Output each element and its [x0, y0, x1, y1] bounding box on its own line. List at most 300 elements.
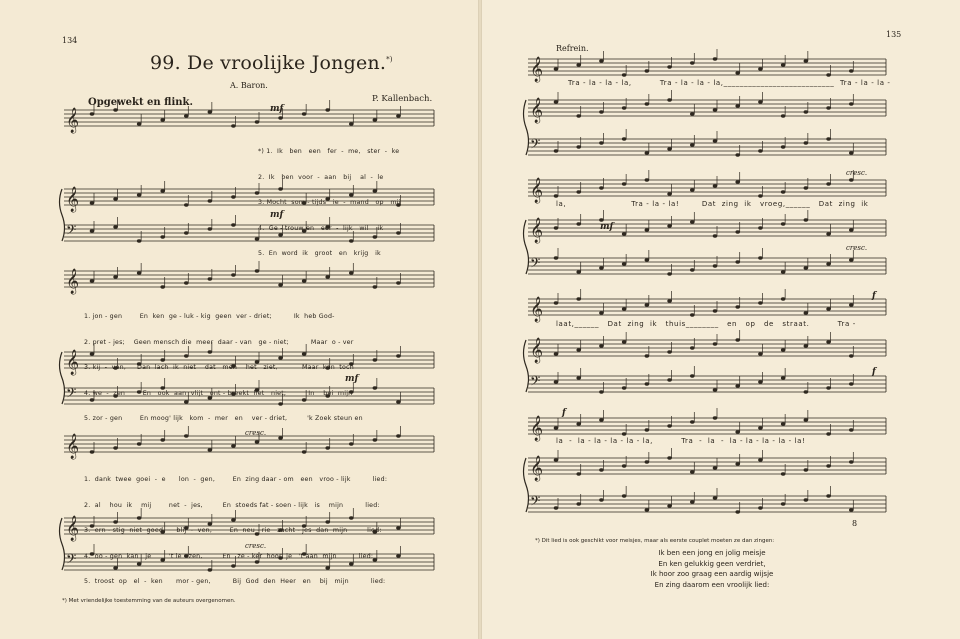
- note-head: [599, 344, 604, 347]
- note-head: [576, 270, 581, 273]
- note-head: [826, 73, 831, 76]
- note-head: [804, 266, 809, 269]
- note-head: [255, 120, 260, 123]
- note-head: [554, 67, 559, 70]
- right-system-4-staff-2: [528, 458, 886, 474]
- note-head: [849, 178, 854, 181]
- page-number-right: 135: [886, 30, 902, 39]
- note-head: [554, 352, 559, 355]
- verse-line: 2. pret - jes; Geen mensch die meer daar - van ge - niet; Maar o - ver: [84, 338, 354, 346]
- note-head: [826, 340, 831, 343]
- note-head: [645, 178, 650, 181]
- bass-clef-icon: 𝄢: [66, 222, 77, 241]
- note-head: [804, 311, 809, 314]
- note-head: [255, 269, 260, 272]
- treble-clef-icon: 𝄞: [66, 516, 80, 541]
- note-head: [713, 416, 718, 419]
- note-head: [90, 229, 95, 232]
- note-head: [554, 226, 559, 229]
- dynamic-cresc-right-2: cresc.: [846, 244, 868, 252]
- note-head: [713, 388, 718, 391]
- treble-clef-icon: 𝄞: [66, 108, 80, 133]
- bass-clef-icon: 𝄢: [530, 373, 541, 392]
- note-head: [255, 440, 260, 443]
- note-head: [554, 426, 559, 429]
- note-head: [645, 508, 650, 511]
- note-head: [826, 232, 831, 235]
- note-head: [554, 506, 559, 509]
- right-system-4-staff-3: [528, 496, 886, 512]
- note-head: [758, 149, 763, 152]
- note-head: [826, 494, 831, 497]
- lyricist: A. Baron.: [230, 81, 268, 90]
- note-head: [667, 98, 672, 101]
- note-head: [184, 114, 189, 117]
- note-head: [599, 110, 604, 113]
- note-head: [781, 297, 786, 300]
- note-head: [137, 271, 142, 274]
- dynamic-mf-2: mf: [270, 210, 284, 220]
- bass-clef-icon: 𝄢: [530, 136, 541, 155]
- note-head: [781, 502, 786, 505]
- brace: [524, 100, 529, 155]
- footnote-left: *) Met vriendelijke toestemming van de auteurs overgenomen.: [62, 598, 236, 604]
- note-head: [302, 450, 307, 453]
- note-head: [622, 182, 627, 185]
- note-head: [184, 203, 189, 206]
- note-head: [160, 235, 165, 238]
- note-head: [90, 279, 95, 282]
- note-head: [576, 190, 581, 193]
- treble-clef-icon: 𝄞: [66, 269, 80, 294]
- note-head: [622, 137, 627, 140]
- note-head: [713, 57, 718, 60]
- verse-line: 4. Ge - trouw en eer - lijk wil ik: [258, 224, 384, 232]
- note-head: [208, 227, 213, 230]
- verse-block-3: [84, 459, 387, 595]
- verse-line: 5. zor - gen En moog' lijk kom - mer en ver - driet, 'k Zoek steun en: [84, 415, 363, 422]
- note-head: [599, 266, 604, 269]
- right-system-1-staff-2: [528, 100, 886, 116]
- note-head: [554, 256, 559, 259]
- note-head: [231, 124, 236, 127]
- note-head: [113, 225, 118, 228]
- title-footnote-mark: *): [386, 55, 393, 64]
- note-head: [325, 446, 330, 449]
- note-head: [349, 271, 354, 274]
- note-head: [645, 69, 650, 72]
- ottava-mark: 8: [852, 519, 858, 528]
- note-head: [735, 104, 740, 107]
- note-head: [396, 281, 401, 284]
- brace: [524, 458, 529, 512]
- poem-line: Ik ben een jong en jolig meisje: [658, 549, 766, 557]
- right-system-3-staff-2: [528, 340, 886, 356]
- note-head: [576, 145, 581, 148]
- note-head: [622, 232, 627, 235]
- note-head: [90, 112, 95, 115]
- note-head: [735, 230, 740, 233]
- verse-line: 3. kij - ven, Dan lach ik niet dat men het ziet, Maar kan toch: [84, 364, 354, 371]
- note-head: [576, 114, 581, 117]
- note-head: [184, 231, 189, 234]
- verse-block-1: [258, 131, 401, 267]
- note-head: [137, 239, 142, 242]
- dynamic-mf-3: mf: [345, 374, 359, 384]
- note-head: [396, 526, 401, 529]
- note-head: [849, 382, 854, 385]
- note-head: [231, 444, 236, 447]
- note-head: [622, 494, 627, 497]
- note-head: [554, 100, 559, 103]
- treble-clef-icon: 𝄞: [530, 98, 544, 123]
- note-head: [278, 116, 283, 119]
- brace: [60, 518, 65, 570]
- note-head: [690, 374, 695, 377]
- note-head: [758, 67, 763, 70]
- note-head: [826, 262, 831, 265]
- note-head: [554, 149, 559, 152]
- note-head: [137, 442, 142, 445]
- note-head: [599, 186, 604, 189]
- refrain-lyrics-1: Tra - la - la - la, Tra - la - la - la,___________________________ Tra - la - la -: [568, 79, 891, 87]
- note-head: [231, 195, 236, 198]
- note-head: [302, 112, 307, 115]
- verse-line: 5. En word ik groot en krijg ik: [258, 250, 381, 257]
- left-system-2-staff-1: [64, 271, 434, 287]
- treble-clef-icon: 𝄞: [530, 178, 544, 203]
- bass-clef-icon: 𝄢: [66, 551, 77, 570]
- note-head: [849, 303, 854, 306]
- note-head: [622, 386, 627, 389]
- treble-clef-icon: 𝄞: [530, 416, 544, 441]
- note-head: [758, 458, 763, 461]
- right-system-3-staff-3: [528, 376, 886, 392]
- note-head: [622, 464, 627, 467]
- note-head: [554, 458, 559, 461]
- note-head: [758, 352, 763, 355]
- note-head: [735, 338, 740, 341]
- note-head: [690, 188, 695, 191]
- note-head: [758, 506, 763, 509]
- note-head: [735, 462, 740, 465]
- note-head: [735, 305, 740, 308]
- right-system-2-staff-3: [528, 258, 886, 274]
- note-head: [160, 118, 165, 121]
- note-head: [622, 340, 627, 343]
- note-head: [781, 114, 786, 117]
- note-head: [781, 222, 786, 225]
- note-head: [735, 510, 740, 513]
- song-title-text: 99. De vroolijke Jongen.: [150, 52, 387, 74]
- note-head: [758, 256, 763, 259]
- note-head: [622, 432, 627, 435]
- note-head: [690, 220, 695, 223]
- dynamic-mf-right: mf: [600, 222, 614, 232]
- note-head: [735, 260, 740, 263]
- note-head: [137, 122, 142, 125]
- composer: P. Kallenbach.: [372, 94, 433, 104]
- note-head: [396, 554, 401, 557]
- note-head: [690, 470, 695, 473]
- note-head: [690, 112, 695, 115]
- note-head: [713, 234, 718, 237]
- note-head: [849, 102, 854, 105]
- footnote-right: *) Dit lied is ook geschikt voor meisjes, maar als eerste couplet moeten ze dan zingen:: [535, 538, 775, 544]
- verse-line: 4. oo - gen kan je 't le - zen, En ze - ker hoor je 't aan mijn lied:: [84, 552, 374, 560]
- note-head: [713, 466, 718, 469]
- note-head: [667, 272, 672, 275]
- verse-block-2: [84, 296, 363, 432]
- note-head: [599, 311, 604, 314]
- right-system-4-staff-1: [528, 418, 886, 434]
- note-head: [208, 110, 213, 113]
- poem-line: Ik hoor zoo graag een aardig wijsje: [650, 570, 774, 578]
- note-head: [645, 258, 650, 261]
- note-head: [735, 180, 740, 183]
- note-head: [849, 69, 854, 72]
- note-head: [576, 222, 581, 225]
- note-head: [576, 297, 581, 300]
- bass-clef-icon: 𝄢: [530, 255, 541, 274]
- note-head: [758, 194, 763, 197]
- note-head: [622, 106, 627, 109]
- note-head: [599, 418, 604, 421]
- note-head: [90, 450, 95, 453]
- left-system-3-staff-1: [64, 436, 434, 452]
- treble-clef-icon: 𝄞: [530, 456, 544, 481]
- note-head: [208, 277, 213, 280]
- poem-line: En zing daarom een vroolijk lied:: [654, 580, 770, 589]
- bass-clef-icon: 𝄢: [530, 493, 541, 512]
- note-head: [804, 141, 809, 144]
- verse-line: 3. Mocht som - tijds ie - mand op mij: [258, 199, 401, 206]
- note-head: [826, 182, 831, 185]
- verse-line: 2. Ik ben voor - aan bij al - le: [258, 173, 384, 181]
- note-head: [645, 354, 650, 357]
- brace: [524, 340, 529, 392]
- note-head: [804, 186, 809, 189]
- verse-line: 1. jon - gen En ken ge - luk - kig geen ver - driet; Ik heb God-: [84, 313, 335, 320]
- note-head: [667, 350, 672, 353]
- note-head: [373, 358, 378, 361]
- note-head: [137, 193, 142, 196]
- note-head: [667, 224, 672, 227]
- note-head: [645, 151, 650, 154]
- note-head: [599, 390, 604, 393]
- tempo-marking: Opgewekt en flink.: [88, 97, 193, 108]
- note-head: [667, 424, 672, 427]
- note-head: [667, 504, 672, 507]
- note-head: [599, 141, 604, 144]
- poem-line: En ken gelukkig geen verdriet,: [658, 559, 766, 568]
- verse-line: 5. troost op el - ken mor - gen, Bij God den Heer en bij mijn lied:: [84, 578, 386, 585]
- note-head: [278, 283, 283, 286]
- verse-line: 4. we - zen En ook aan vlijt ont - breekt het niet; In bei mijn: [84, 389, 353, 397]
- treble-clef-icon: 𝄞: [530, 297, 544, 322]
- note-head: [113, 446, 118, 449]
- note-head: [804, 218, 809, 221]
- dynamic-f-right-2: f: [872, 367, 876, 377]
- note-head: [667, 147, 672, 150]
- note-head: [113, 197, 118, 200]
- refrain-lyrics-3: laat,______ Dat zing ik thuis________ en op de straat. Tra -: [556, 320, 856, 328]
- note-head: [90, 201, 95, 204]
- note-head: [758, 426, 763, 429]
- note-head: [208, 199, 213, 202]
- verse-line: 1. dank twee goei - e lon - gen, En zing daar - om een vroo - lijk lied:: [84, 476, 388, 483]
- verse-line: 2. al hou ik mij net - jes, En stoeds fat - soen - lijk is mijn lied:: [84, 501, 380, 509]
- note-head: [554, 194, 559, 197]
- right-system-1-staff-1: [528, 59, 886, 75]
- treble-clef-icon: 𝄞: [66, 187, 80, 212]
- note-head: [849, 428, 854, 431]
- note-head: [804, 498, 809, 501]
- note-head: [554, 380, 559, 383]
- note-head: [645, 303, 650, 306]
- note-head: [713, 309, 718, 312]
- note-head: [160, 189, 165, 192]
- note-head: [645, 102, 650, 105]
- note-head: [184, 434, 189, 437]
- note-head: [645, 382, 650, 385]
- note-head: [599, 498, 604, 501]
- note-head: [781, 145, 786, 148]
- note-head: [690, 268, 695, 271]
- note-head: [758, 100, 763, 103]
- right-system-2-staff-1: [528, 180, 886, 196]
- note-head: [645, 228, 650, 231]
- verse-line: 3. ern - stig niet goed blij - ven, En neu - rie zacht - jes dan mijn lied:: [84, 527, 382, 534]
- note-head: [622, 262, 627, 265]
- note-head: [373, 285, 378, 288]
- note-head: [826, 307, 831, 310]
- note-head: [804, 468, 809, 471]
- note-head: [690, 143, 695, 146]
- note-head: [826, 137, 831, 140]
- treble-clef-icon: 𝄞: [66, 434, 80, 459]
- note-head: [396, 114, 401, 117]
- note-head: [373, 386, 378, 389]
- note-head: [690, 61, 695, 64]
- note-head: [690, 346, 695, 349]
- note-head: [396, 434, 401, 437]
- note-head: [735, 71, 740, 74]
- note-head: [576, 376, 581, 379]
- note-head: [231, 273, 236, 276]
- right-system-2-staff-2: [528, 220, 886, 236]
- note-head: [781, 63, 786, 66]
- note-head: [576, 422, 581, 425]
- note-head: [667, 456, 672, 459]
- note-head: [804, 390, 809, 393]
- note-head: [576, 63, 581, 66]
- note-head: [849, 151, 854, 154]
- refrain-lyrics-2: la, Tra - la - la! Dat zing ik vroeg,______ Dat zing ik: [556, 200, 869, 208]
- dynamic-cresc-right-1: cresc.: [846, 169, 868, 177]
- treble-clef-icon: 𝄞: [530, 218, 544, 243]
- note-head: [667, 378, 672, 381]
- brace: [524, 220, 529, 274]
- note-head: [849, 508, 854, 511]
- note-head: [758, 226, 763, 229]
- refrain-label: Refrein.: [556, 44, 589, 53]
- treble-clef-icon: 𝄞: [66, 350, 80, 375]
- note-head: [735, 430, 740, 433]
- note-head: [849, 460, 854, 463]
- note-head: [804, 418, 809, 421]
- note-head: [849, 258, 854, 261]
- note-head: [113, 275, 118, 278]
- note-head: [826, 432, 831, 435]
- song-title: [150, 52, 393, 74]
- alternate-verse: [612, 548, 812, 590]
- treble-clef-icon: 𝄞: [530, 57, 544, 82]
- note-head: [713, 184, 718, 187]
- note-head: [804, 344, 809, 347]
- note-head: [373, 438, 378, 441]
- treble-clef-icon: 𝄞: [530, 338, 544, 363]
- note-head: [781, 376, 786, 379]
- note-head: [781, 270, 786, 273]
- left-system-1-staff-1: [64, 110, 434, 126]
- note-head: [713, 108, 718, 111]
- note-head: [849, 228, 854, 231]
- note-head: [396, 400, 401, 403]
- page-number-left: 134: [62, 36, 78, 45]
- note-head: [231, 223, 236, 226]
- note-head: [302, 279, 307, 282]
- dynamic-cresc-1: cresc.: [245, 429, 267, 437]
- refrain-lyrics-4: la - la - la - la - la - la, Tra - la - la - la - la - la - la!: [556, 437, 806, 445]
- note-head: [349, 442, 354, 445]
- right-system-1-staff-3: [528, 139, 886, 155]
- note-head: [622, 73, 627, 76]
- note-head: [690, 500, 695, 503]
- note-head: [690, 420, 695, 423]
- note-head: [599, 468, 604, 471]
- note-head: [735, 153, 740, 156]
- note-head: [278, 436, 283, 439]
- verse-line: *) 1. Ik ben een fer - me, ster - ke: [258, 148, 400, 155]
- brace: [60, 189, 65, 241]
- note-head: [576, 348, 581, 351]
- note-head: [667, 192, 672, 195]
- note-head: [160, 285, 165, 288]
- right-system-3-staff-1: [528, 299, 886, 315]
- note-head: [713, 264, 718, 267]
- note-head: [667, 65, 672, 68]
- note-head: [184, 281, 189, 284]
- note-head: [325, 108, 330, 111]
- note-head: [713, 496, 718, 499]
- brace: [60, 352, 65, 404]
- dynamic-cresc-2: cresc.: [245, 542, 267, 550]
- dynamic-mf-1: mf: [270, 104, 284, 114]
- note-head: [804, 59, 809, 62]
- note-head: [599, 59, 604, 62]
- note-head: [849, 354, 854, 357]
- note-head: [735, 384, 740, 387]
- note-head: [160, 438, 165, 441]
- note-head: [396, 354, 401, 357]
- bass-clef-icon: 𝄢: [66, 385, 77, 404]
- note-head: [113, 108, 118, 111]
- dynamic-f-right-1: f: [872, 291, 876, 301]
- note-head: [645, 460, 650, 463]
- note-head: [645, 428, 650, 431]
- note-head: [373, 118, 378, 121]
